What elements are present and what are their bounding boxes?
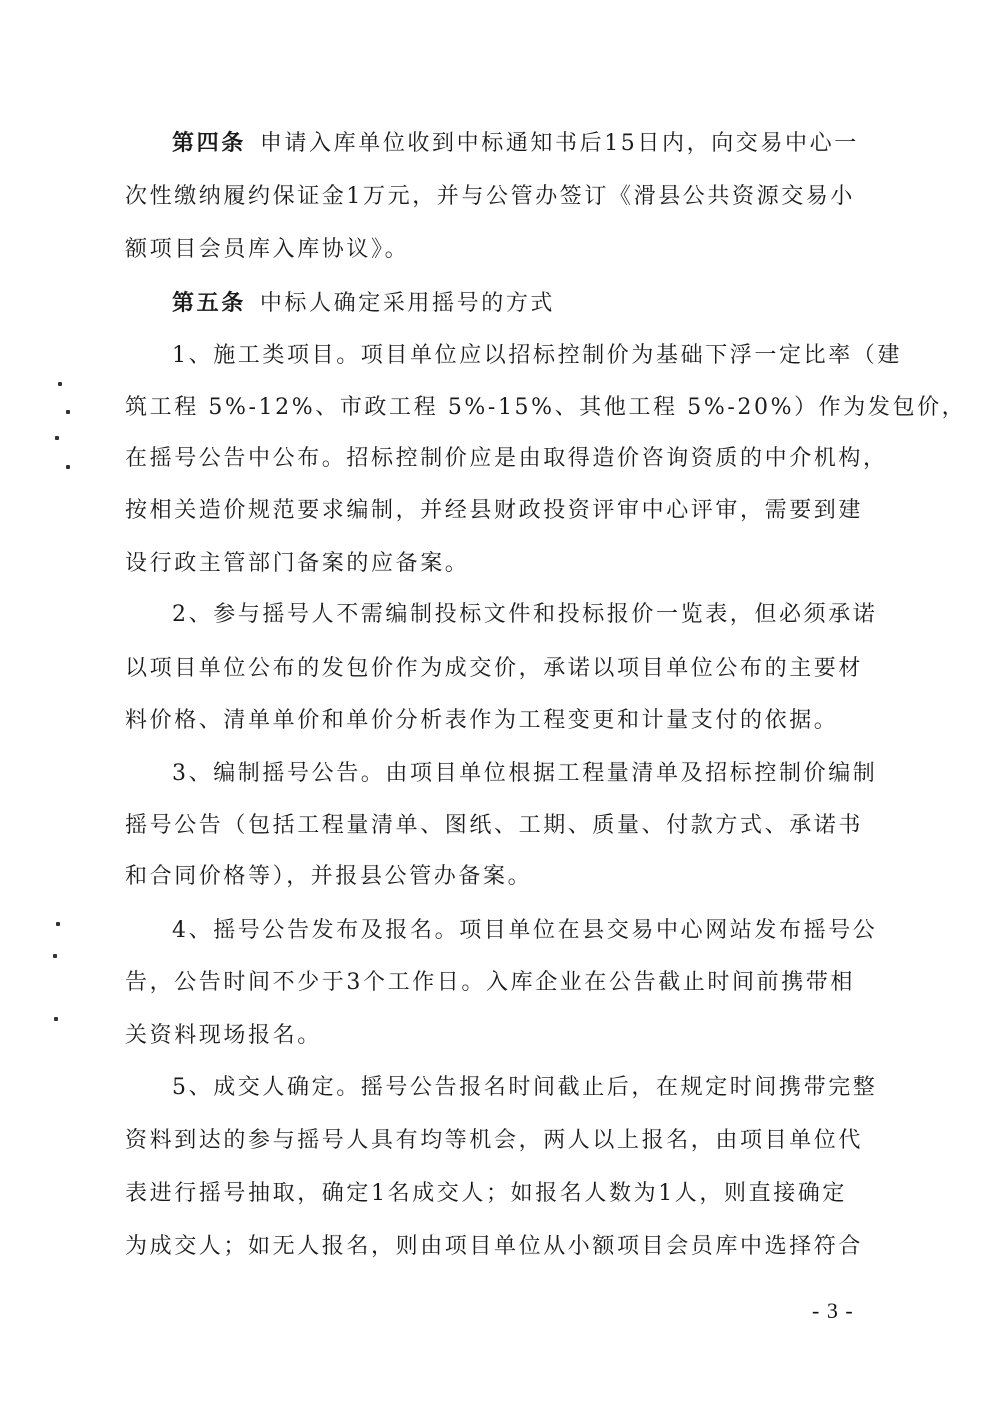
item-3-line-2: 摇号公告（包括工程量清单、图纸、工期、质量、付款方式、承诺书 [125, 813, 864, 838]
item-5-line-3: 表进行摇号抽取，确定1名成交人；如报名人数为1人，则直接确定 [125, 1181, 847, 1206]
item-2-line-1: 2、参与摇号人不需编制投标文件和投标报价一览表，但必须承诺 [172, 602, 878, 627]
scan-speck [58, 382, 62, 386]
item-2-line-3: 料价格、清单单价和单价分析表作为工程变更和计量支付的依据。 [125, 708, 839, 733]
scan-speck [66, 465, 70, 469]
article-5-line-1: 第五条 中标人确定采用摇号的方式 [172, 290, 556, 316]
item-4-line-3: 关资料现场报名。 [125, 1023, 322, 1048]
article-4-line-3: 额项目会员库入库协议》。 [125, 237, 410, 262]
item-3-line-1: 3、编制摇号公告。由项目单位根据工程量清单及招标控制价编制 [172, 761, 878, 786]
article-4-line-1: 第四条 申请入库单位收到中标通知书后15日内，向交易中心一 [172, 130, 859, 156]
scan-speck [54, 1017, 58, 1021]
item-1-line-3: 在摇号公告中公布。招标控制价应是由取得造价咨询资质的中介机构， [125, 446, 888, 471]
item-1-line-5: 设行政主管部门备案的应备案。 [125, 551, 470, 576]
article-4-line-2: 次性缴纳履约保证金1万元，并与公管办签订《滑县公共资源交易小 [125, 184, 855, 209]
scan-speck [53, 954, 57, 958]
scan-speck [66, 410, 70, 414]
item-5-line-1: 5、成交人确定。摇号公告报名时间截止后，在规定时间携带完整 [172, 1075, 878, 1100]
article-5-heading: 第五条 [172, 290, 246, 316]
scan-speck [55, 436, 59, 440]
item-4-line-2: 告，公告时间不少于3个工作日。入库企业在公告截止时间前携带相 [125, 970, 855, 995]
page-number: - 3 - [812, 1298, 854, 1323]
item-3-line-3: 和合同价格等），并报县公管办备案。 [125, 864, 533, 889]
item-1-line-4: 按相关造价规范要求编制，并经县财政投资评审中心评审，需要到建 [125, 498, 864, 523]
item-2-line-2: 以项目单位公布的发包价作为成交价，承诺以项目单位公布的主要材 [125, 656, 864, 681]
item-5-line-2: 资料到达的参与摇号人具有均等机会，两人以上报名，由项目单位代 [125, 1128, 864, 1153]
item-4-line-1: 4、摇号公告发布及报名。项目单位在县交易中心网站发布摇号公 [172, 918, 878, 943]
item-1-line-1: 1、施工类项目。项目单位应以招标控制价为基础下浮一定比率（建 [172, 343, 902, 368]
item-1-line-2: 筑工程 5%-12%、市政工程 5%-15%、其他工程 5%-20%）作为发包价， [125, 395, 967, 420]
scan-speck [56, 922, 60, 926]
item-5-line-4: 为成交人；如无人报名，则由项目单位从小额项目会员库中选择符合 [125, 1234, 864, 1259]
article-4-heading: 第四条 [172, 130, 246, 156]
